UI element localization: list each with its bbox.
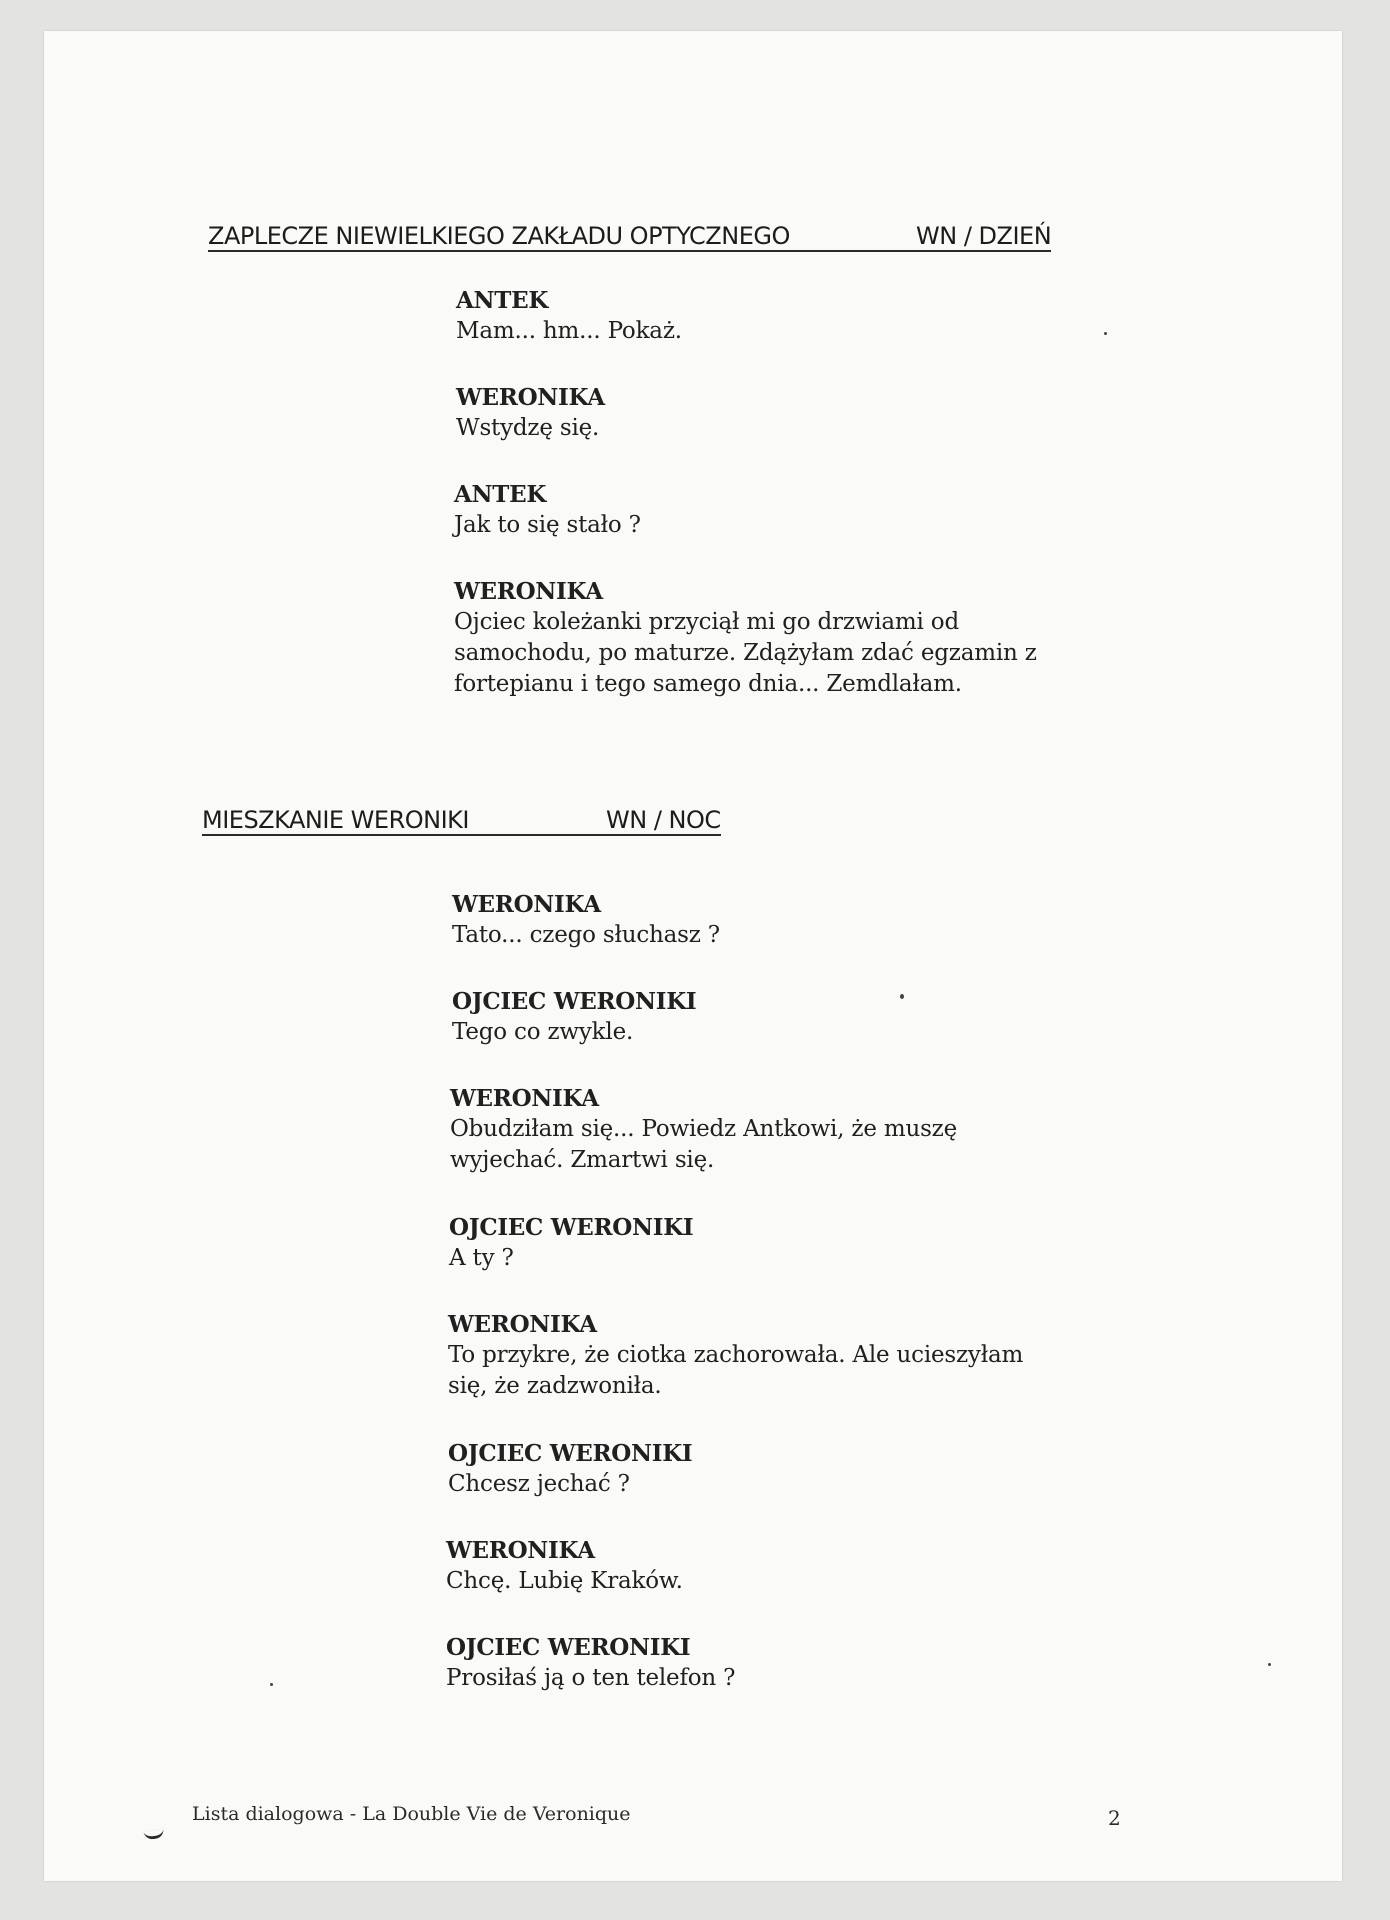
pen-mark	[143, 1829, 164, 1841]
dialogue-block	[446, 1632, 735, 1694]
dialogue-line: Ojciec koleżanki przyciął mi go drzwiami od	[454, 609, 959, 635]
speaker-name: ANTEK	[454, 481, 547, 508]
scene-location: ZAPLECZE NIEWIELKIEGO ZAKŁADU OPTYCZNEGO	[208, 222, 790, 250]
footer-title: Lista dialogowa - La Double Vie de Veronique	[192, 1803, 631, 1825]
dialogue-block	[448, 1438, 692, 1500]
speaker-name: OJCIEC WERONIKI	[449, 1214, 694, 1241]
dialogue-block	[454, 576, 1037, 700]
dialogue-line: Obudziłam się... Powiedz Antkowi, że muszę	[450, 1116, 958, 1142]
scan-speck	[270, 1683, 273, 1686]
document-page	[44, 31, 1342, 1881]
dialogue-block	[456, 285, 682, 347]
dialogue-line: Mam... hm... Pokaż.	[456, 318, 682, 344]
dialogue-block	[446, 1535, 683, 1597]
speaker-name: OJCIEC WERONIKI	[448, 1440, 693, 1467]
speaker-name: OJCIEC WERONIKI	[446, 1634, 691, 1661]
dialogue-block	[454, 479, 641, 541]
speaker-name: WERONIKA	[452, 891, 601, 918]
dialogue-block	[448, 1309, 1023, 1402]
speaker-name: WERONIKA	[450, 1085, 599, 1112]
dialogue-block	[452, 986, 696, 1048]
dialogue-block	[452, 889, 720, 951]
scene-heading	[208, 223, 1051, 252]
dialogue-line: Tato... czego słuchasz ?	[452, 922, 720, 948]
dialogue-line: Chcesz jechać ?	[448, 1471, 630, 1497]
dialogue-block	[456, 382, 605, 444]
dialogue-block	[449, 1212, 693, 1274]
dialogue-line: Wstydzę się.	[456, 415, 600, 441]
speaker-name: WERONIKA	[448, 1311, 597, 1338]
scene-time: WN / NOC	[606, 806, 721, 834]
scene-location: MIESZKANIE WERONIKI	[202, 806, 469, 834]
scene-time: WN / DZIEŃ	[916, 222, 1052, 250]
dialogue-line: wyjechać. Zmartwi się.	[450, 1147, 715, 1173]
page-number: 2	[1108, 1806, 1121, 1830]
dialogue-line: Prosiłaś ją o ten telefon ?	[446, 1665, 736, 1691]
speaker-name: WERONIKA	[446, 1537, 595, 1564]
dialogue-line: Tego co zwykle.	[452, 1019, 634, 1045]
dialogue-line: Chcę. Lubię Kraków.	[446, 1568, 683, 1594]
dialogue-line: Jak to się stało ?	[454, 512, 641, 538]
dialogue-line: samochodu, po maturze. Zdążyłam zdać egzamin z	[454, 640, 1037, 666]
scan-speck	[900, 994, 904, 999]
speaker-name: OJCIEC WERONIKI	[452, 988, 697, 1015]
dialogue-line: A ty ?	[449, 1245, 514, 1271]
dialogue-line: się, że zadzwoniła.	[448, 1373, 662, 1399]
dialogue-block	[450, 1083, 957, 1176]
scan-speck	[1104, 332, 1107, 335]
scene-heading	[202, 807, 721, 836]
dialogue-line: fortepianu i tego samego dnia... Zemdlałam.	[454, 671, 962, 697]
speaker-name: WERONIKA	[454, 578, 603, 605]
dialogue-line: To przykre, że ciotka zachorowała. Ale ucieszyłam	[448, 1342, 1024, 1368]
speaker-name: WERONIKA	[456, 384, 605, 411]
speaker-name: ANTEK	[456, 287, 549, 314]
scan-speck	[1268, 1663, 1271, 1666]
